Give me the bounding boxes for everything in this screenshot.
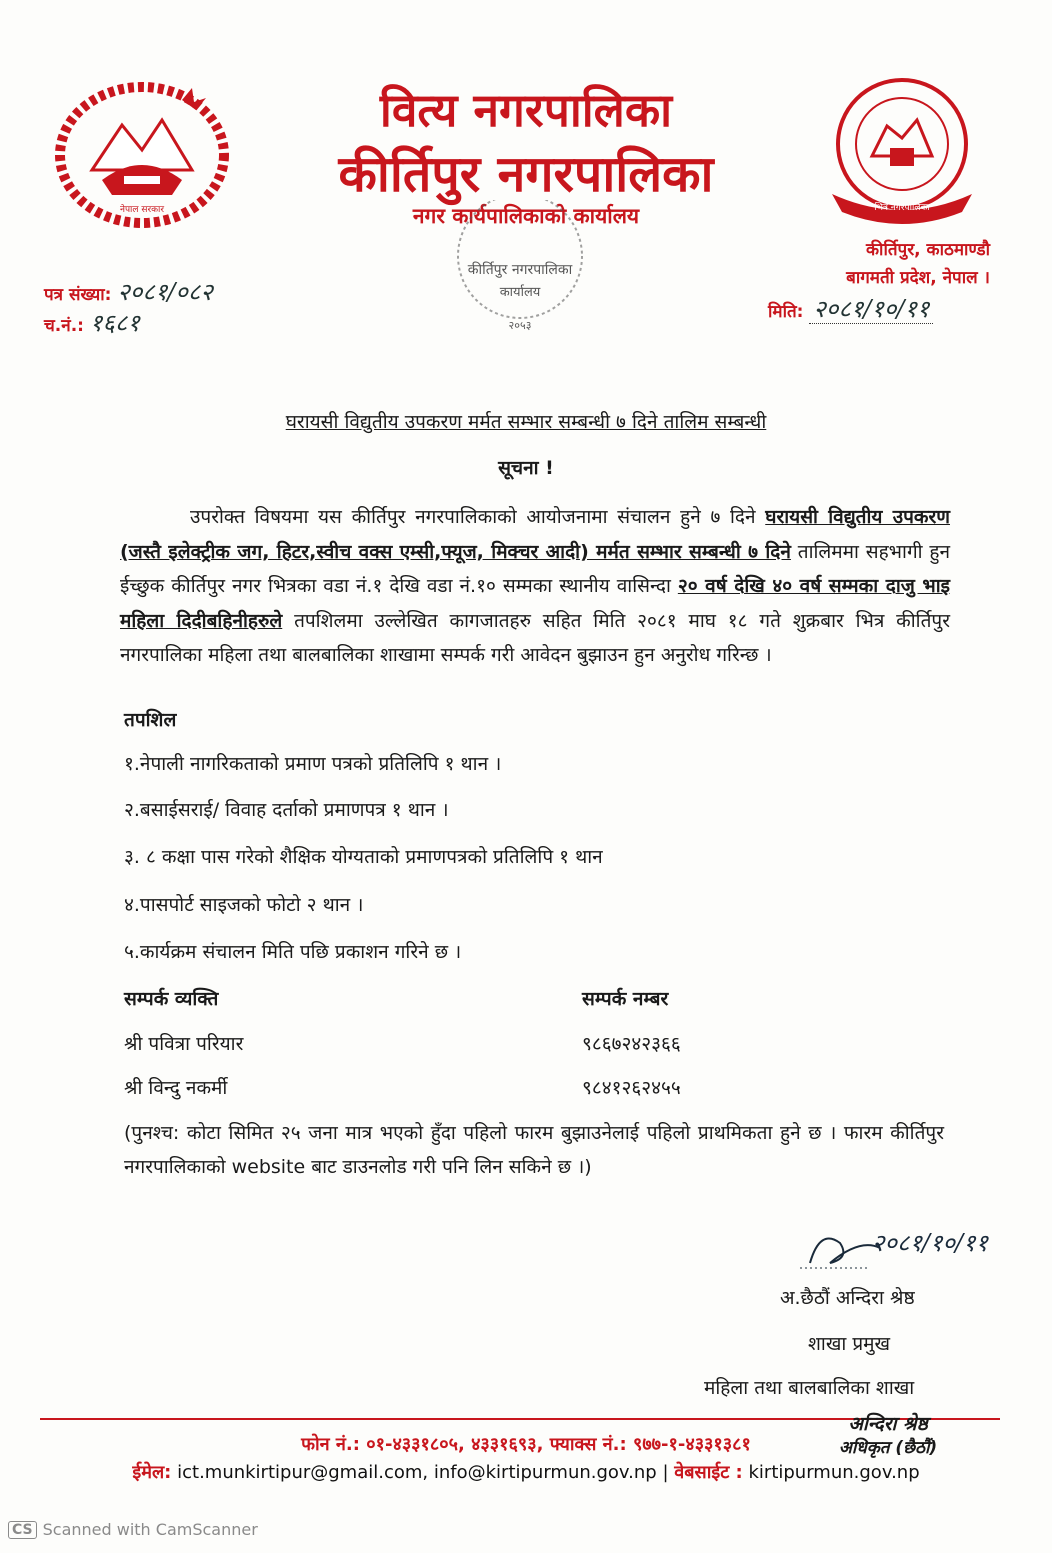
contact-number-heading: सम्पर्क नम्बर [582, 988, 669, 1010]
notice-body [120, 500, 950, 673]
date-value: २०८१/१०/११ [809, 295, 933, 324]
office-address [800, 236, 990, 292]
body-text-3: तपशिलमा उल्लेखित कागजातहरु सहित मिति २०८१ माघ १८ गते शुक्रबार भित्र कीर्तिपुर नगरपालिका महिला तथा बालबालिका शाखामा सम्पर्क गरी आवेदन बुझाउन हुन अनुरोध गरिन्छ । [120, 609, 950, 666]
fax-value: ९७७-१-४३३१३८१ [632, 1434, 751, 1455]
phone-value: ०१-४३३१८०५, ४३३१६९३, [366, 1434, 544, 1455]
signatory-name: अ.छैठौं अन्दिरा श्रेष्ठ [780, 1287, 915, 1309]
subject-line: घरायसी विद्युतीय उपकरण मर्मत सम्भार सम्बन्धी ७ दिने तालिम सम्बन्धी [285, 411, 767, 433]
body-text-2: तालिममा सहभागी हुन ईच्छुक कीर्तिपुर नगर भित्रका वडा नं.१ देखि वडा नं.१० सम्मका स्थानीय वासिन्दा [120, 540, 950, 597]
contact-number: ९८६७२४२३६६ [582, 1033, 681, 1055]
stamp-year: २०५३ [508, 319, 532, 332]
signatory-department: महिला तथा बालबालिका शाखा [704, 1377, 915, 1399]
email-value: ict.munkirtipur@gmail.com, info@kirtipurmun.gov.np | [177, 1462, 669, 1483]
letterhead-tagline: वित्य नगरपालिका [379, 83, 673, 137]
dispatch-number-value: १६८१ [89, 309, 140, 337]
list-item: ४.पासपोर्ट साइजको फोटो २ थान । [124, 894, 364, 916]
website-value: kirtipurmun.gov.np [748, 1462, 920, 1483]
contact-name: श्री विन्दु नकर्मी [124, 1077, 228, 1099]
right-emblem-caption: भित्र नगरपालिका [874, 203, 930, 213]
contact-name: श्री पवित्रा परियार [124, 1033, 244, 1055]
footer-contact-line [0, 1432, 1052, 1456]
phone-label: फोन नं.: [301, 1434, 360, 1455]
body-bold-2: २० वर्ष देखि ४० वर्ष सम्मका दाजु भाइ महिला दिदीबहिनीहरुले [120, 575, 950, 632]
stamp-name: अन्दिरा श्रेष्ठ [848, 1413, 928, 1435]
handwritten-signature [800, 1218, 1020, 1278]
letter-number-label: पत्र संख्या: [44, 285, 112, 305]
contact-person-heading: सम्पर्क व्यक्ति [124, 988, 219, 1010]
list-item: १.नेपाली नागरिकताको प्रमाण पत्रको प्रतिलिपि १ थान । [124, 753, 502, 775]
email-label: ईमेल: [132, 1462, 172, 1483]
dispatch-number-label: च.नं.: [44, 316, 84, 336]
list-heading: तपशिल [124, 709, 177, 731]
date-label: मिति: [768, 302, 804, 322]
letter-date [768, 292, 933, 325]
stamp-line-1: कीर्तिपुर नगरपालिका [467, 262, 573, 278]
fax-label: फ्याक्स नं.: [549, 1434, 627, 1455]
contact-number: ९८४१२६२४५५ [582, 1077, 681, 1099]
letter-number-value: २०८१/०८२ [117, 278, 213, 306]
reference-block [44, 278, 213, 340]
address-line-2: बागमती प्रदेश, नेपाल । [846, 268, 990, 288]
office-name: नगर कार्यपालिकाको कार्यालय [412, 204, 640, 228]
camscanner-watermark [8, 1520, 258, 1539]
camscanner-text: Scanned with CamScanner [42, 1520, 258, 1539]
notice-title: सूचना ! [498, 457, 554, 479]
stamp-line-2: कार्यालय [499, 285, 541, 300]
body-bold-1: घरायसी विद्युतीय उपकरण (जस्तै इलेक्ट्रीक जग, हिटर,स्वीच वक्स एम्सी,फ्यूज, मिक्चर आदी) मर्मत सम्भार सम्बन्धी ७ दिने [120, 506, 950, 563]
footnote: (पुनश्च: कोटा सिमित २५ जना मात्र भएको हुँदा पहिलो फारम बुझाउनेलाई पहिलो प्राथमिकता हुने छ । फारम कीर्तिपुर नगरपालिकाको website बाट डाउनलोड गरी पनि लिन सकिने छ ।) [124, 1122, 944, 1178]
signature-date: २०८१/१०/११ [872, 1229, 989, 1257]
list-item: ५.कार्यक्रम संचालन मिति पछि प्रकाशन गरिने छ । [124, 941, 462, 963]
left-emblem-caption: नेपाल सरकार [119, 205, 165, 215]
stamp-title: अधिकृत (छैठौं) [838, 1438, 938, 1458]
footer-web-line [0, 1460, 1052, 1484]
municipality-seal-logo [812, 76, 992, 226]
body-text-1: उपरोक्त विषयमा यस कीर्तिपुर नगरपालिकाको आयोजनामा संचालन हुने ७ दिने [190, 506, 766, 528]
municipality-name: कीर्तिपुर नगरपालिका [338, 145, 714, 203]
camscanner-logo-icon: CS [8, 1521, 37, 1539]
office-stamp [420, 200, 620, 340]
website-label: वेबसाईट : [674, 1462, 743, 1483]
signatory-title: शाखा प्रमुख [808, 1333, 891, 1355]
list-item: २.बसाईसराई/ विवाह दर्ताको प्रमाणपत्र १ थान । [124, 799, 449, 821]
list-item: ३. ८ कक्षा पास गरेको शैक्षिक योग्यताको प्रमाणपत्रको प्रतिलिपि १ थान [124, 846, 603, 868]
address-line-1: कीर्तिपुर, काठमाण्डौ [865, 240, 990, 260]
